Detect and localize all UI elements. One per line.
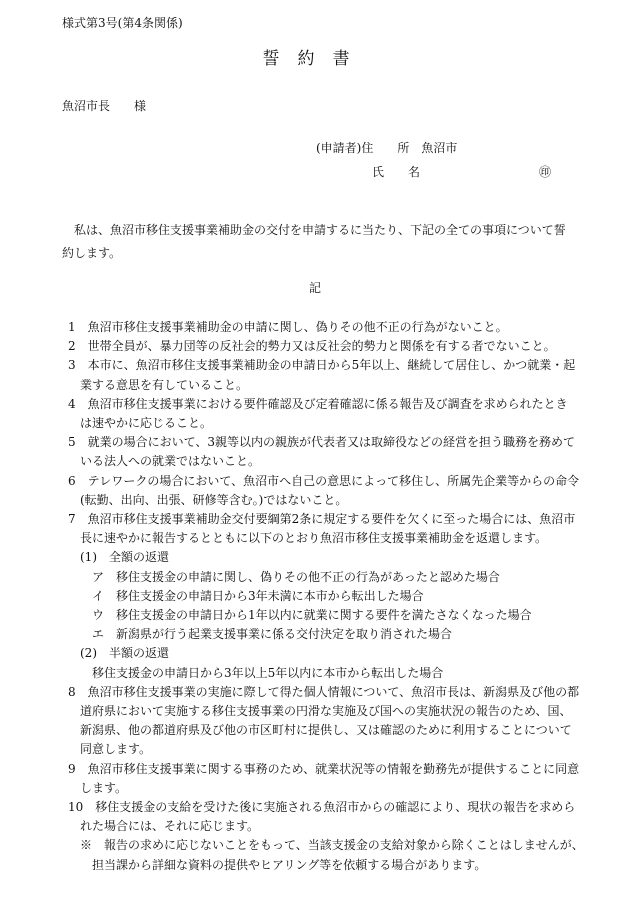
- pledge-line: 移住支援金の申請日から3年以上5年以内に本市から転出した場合: [68, 665, 444, 680]
- document-title: 誓約書: [262, 49, 368, 69]
- pledge-line: します。: [68, 780, 128, 795]
- pledge-line: エ 新潟県が行う起業支援事業に係る交付決定を取り消された場合: [68, 627, 453, 642]
- applicant-name-label: 氏 名: [372, 165, 421, 179]
- pledge-line: 4 魚沼市移住支援事業における要件確認及び定着確認に係る報告及び調査を求められたとき: [68, 396, 568, 411]
- pledge-line: 5 就業の場合において、3親等以内の親族が代表者又は取締役などの経営を担う職務を務めて: [68, 435, 576, 450]
- pledge-line: イ 移住支援金の申請日から3年未満に本市から転出した場合: [68, 588, 424, 603]
- pledge-line: (2) 半額の返還: [68, 646, 169, 661]
- pledge-line: 1 魚沼市移住支援事業補助金の申請に関し、偽りその他不正の行為がないこと。: [68, 320, 508, 334]
- pledge-line: 9 魚沼市移住支援事業に関する事務のため、就業状況等の情報を勤務先が提供することに同意: [68, 761, 580, 776]
- pledge-items: [0, 318, 630, 878]
- addressee: 魚沼市長 様: [62, 99, 147, 113]
- pledge-line: 6 テレワークの場合において、魚沼市へ自己の意思によって移住し、所属先企業等からの命令: [68, 473, 580, 488]
- pledge-line: 新潟県、他の都道府県及び他の市区町村に提供し、又は確認のために利用することについて: [68, 723, 572, 738]
- pledge-line: 10 移住支援金の支給を受けた後に実施される魚沼市からの確認により、現状の報告を求めら: [68, 800, 576, 814]
- applicant-address: (申請者)住 所 魚沼市: [316, 141, 458, 155]
- intro-paragraph: 私は、魚沼市移住支援事業補助金の交付を申請するに当たり、下記の全ての事項について誓約します。: [62, 223, 566, 260]
- pledge-line: 長に速やかに報告するとともに以下のとおり魚沼市移住支援事業補助金を返還します。: [68, 531, 548, 546]
- form-number: 様式第3号(第4条関係): [62, 16, 183, 30]
- pledge-line: 業する意思を有していること。: [68, 377, 249, 392]
- pledge-line: (1) 全額の返還: [68, 550, 169, 565]
- pledge-line: ※ 報告の求めに応じないことをもって、当該支援金の支給対象から除くことはしませんが、: [68, 838, 584, 853]
- pledge-line: 7 魚沼市移住支援事業補助金交付要綱第2条に規定する要件を欠くに至った場合には、魚沼市: [68, 512, 576, 526]
- pledge-line: いる法人への就業ではないこと。: [68, 454, 261, 469]
- pledge-line: 同意します。: [68, 742, 152, 757]
- pledge-line: 8 魚沼市移住支援事業の実施に際して得た個人情報について、魚沼市長は、新潟県及び他の都: [68, 684, 580, 699]
- pledge-line: ウ 移住支援金の申請日から1年以内に就業に関する要件を満たさなくなった場合: [68, 608, 532, 622]
- pledge-line: ア 移住支援金の申請に関し、偽りその他不正の行為があったと認めた場合: [68, 569, 500, 584]
- pledge-line: れた場合には、それに応じます。: [68, 819, 260, 834]
- pledge-line: (転勤、出向、出張、研修等含む。)ではないこと。: [68, 492, 348, 507]
- seal-mark: ㊞: [539, 165, 552, 179]
- pledge-line: 担当課から詳細な資料の提供やヒアリング等を依頼する場合があります。: [68, 857, 487, 872]
- pledge-line: 道府県において実施する移住支援事業の円滑な実施及び国への実施状況の報告のため、国、: [68, 704, 572, 718]
- ki-heading: 記: [308, 281, 321, 295]
- pledge-line: 3 本市に、魚沼市移住支援事業補助金の申請日から5年以上、継続して居住し、かつ就業・起: [68, 358, 576, 373]
- pledge-line: は速やかに応じること。: [68, 416, 213, 430]
- pledge-line: 2 世帯全員が、暴力団等の反社会的勢力又は反社会的勢力と関係を有する者でないこと。: [68, 339, 556, 354]
